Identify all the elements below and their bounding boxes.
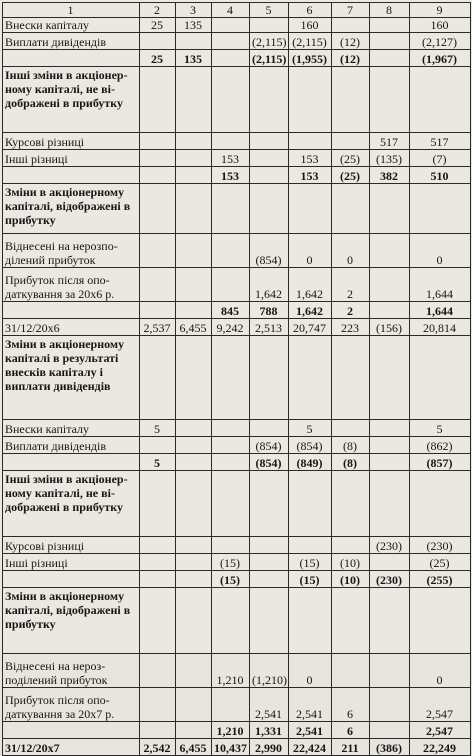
value-cell-col9: (1,967)	[410, 50, 471, 67]
value-cell-col6	[289, 133, 332, 150]
subtotal-row	[3, 739, 471, 756]
value-cell-col7: (8)	[332, 437, 370, 454]
table-row	[3, 33, 471, 50]
value-cell-col7: 223	[332, 319, 370, 336]
value-cell-col9: (255)	[410, 571, 471, 588]
value-cell-col3: 6,455	[176, 739, 212, 756]
value-cell-col4: 9,242	[212, 319, 250, 336]
value-cell-col4	[212, 336, 250, 420]
value-cell-col4: 153	[212, 167, 250, 184]
value-cell-col6	[289, 67, 332, 133]
table-row	[3, 18, 471, 33]
value-cell-col8: (230)	[370, 571, 410, 588]
value-cell-col6: 0	[289, 654, 332, 688]
value-cell-col7	[332, 420, 370, 437]
value-cell-col7: 2	[332, 302, 370, 319]
value-cell-col3	[176, 184, 212, 234]
value-cell-col2	[140, 302, 176, 319]
value-cell-col9: 0	[410, 234, 471, 268]
value-cell-col9	[410, 471, 471, 537]
value-cell-col2	[140, 437, 176, 454]
row-label: Внески капіталу	[3, 420, 140, 437]
value-cell-col8: 517	[370, 133, 410, 150]
row-label: Курсові різниці	[3, 537, 140, 554]
value-cell-col3: 6,455	[176, 319, 212, 336]
value-cell-col6	[289, 471, 332, 537]
value-cell-col9: 510	[410, 167, 471, 184]
value-cell-col4	[212, 18, 250, 33]
value-cell-col2	[140, 471, 176, 537]
value-cell-col8	[370, 67, 410, 133]
value-cell-col4	[212, 454, 250, 471]
value-cell-col8	[370, 268, 410, 302]
subtotal-row	[3, 50, 471, 67]
value-cell-col9: 20,814	[410, 319, 471, 336]
value-cell-col8: 382	[370, 167, 410, 184]
value-cell-col4	[212, 268, 250, 302]
value-cell-col6	[289, 184, 332, 234]
value-cell-col6: (854)	[289, 437, 332, 454]
value-cell-col3	[176, 437, 212, 454]
value-cell-col5: (2,115)	[250, 50, 289, 67]
value-cell-col3	[176, 420, 212, 437]
table-row	[3, 688, 471, 722]
value-cell-col7: (12)	[332, 50, 370, 67]
value-cell-col7	[332, 588, 370, 654]
value-cell-col2	[140, 554, 176, 571]
value-cell-col4: 153	[212, 150, 250, 167]
value-cell-col7: (25)	[332, 167, 370, 184]
value-cell-col9	[410, 184, 471, 234]
value-cell-col2	[140, 33, 176, 50]
value-cell-col5	[250, 554, 289, 571]
value-cell-col6: (15)	[289, 571, 332, 588]
value-cell-col2	[140, 336, 176, 420]
row-label: Зміни в акціонерному капіталі в результаті внесків капіталу і виплати дивідендів	[3, 336, 140, 420]
column-header-7: 7	[332, 3, 370, 18]
value-cell-col9	[410, 67, 471, 133]
value-cell-col4	[212, 537, 250, 554]
value-cell-col4: 1,210	[212, 722, 250, 739]
value-cell-col5: (2,115)	[250, 33, 289, 50]
value-cell-col9: (25)	[410, 554, 471, 571]
value-cell-col9: (230)	[410, 537, 471, 554]
row-label	[3, 454, 140, 471]
value-cell-col2	[140, 67, 176, 133]
value-cell-col2	[140, 184, 176, 234]
value-cell-col4	[212, 33, 250, 50]
column-header-5: 5	[250, 3, 289, 18]
value-cell-col9: 0	[410, 654, 471, 688]
value-cell-col8	[370, 18, 410, 33]
row-label: Інші зміни в акціонер-ному капіталі, не ві-дображені в прибутку	[3, 471, 140, 537]
value-cell-col6: 2,541	[289, 688, 332, 722]
value-cell-col4: 1,210	[212, 654, 250, 688]
value-cell-col5: (1,210)	[250, 654, 289, 688]
value-cell-col2: 2,537	[140, 319, 176, 336]
table-row	[3, 268, 471, 302]
table-row	[3, 133, 471, 150]
value-cell-col4	[212, 420, 250, 437]
value-cell-col9	[410, 336, 471, 420]
value-cell-col6	[289, 336, 332, 420]
value-cell-col5	[250, 167, 289, 184]
value-cell-col5: 2,513	[250, 319, 289, 336]
column-header-row	[3, 3, 471, 18]
value-cell-col6: 22,424	[289, 739, 332, 756]
value-cell-col8: (230)	[370, 537, 410, 554]
value-cell-col8	[370, 33, 410, 50]
value-cell-col3	[176, 471, 212, 537]
value-cell-col5	[250, 571, 289, 588]
value-cell-col4	[212, 67, 250, 133]
row-label: Курсові різниці	[3, 133, 140, 150]
value-cell-col6: 5	[289, 420, 332, 437]
value-cell-col6: (1,955)	[289, 50, 332, 67]
value-cell-col5	[250, 537, 289, 554]
table-row	[3, 319, 471, 336]
subtotal-row	[3, 167, 471, 184]
value-cell-col5	[250, 133, 289, 150]
value-cell-col3: 135	[176, 50, 212, 67]
value-cell-col2	[140, 268, 176, 302]
value-cell-col2	[140, 588, 176, 654]
row-label: Прибуток після опо-даткування за 20х7 р.	[3, 688, 140, 722]
table-row	[3, 437, 471, 454]
value-cell-col4	[212, 133, 250, 150]
value-cell-col4	[212, 50, 250, 67]
value-cell-col5	[250, 184, 289, 234]
row-label: Віднесені на нерозпо-ділений прибуток	[3, 234, 140, 268]
value-cell-col8	[370, 722, 410, 739]
value-cell-col7	[332, 184, 370, 234]
table-row	[3, 150, 471, 167]
value-cell-col8	[370, 554, 410, 571]
row-label: Зміни в акціонерному капіталі, відображені в прибутку	[3, 184, 140, 234]
value-cell-col2	[140, 722, 176, 739]
value-cell-col7: 2	[332, 268, 370, 302]
value-cell-col8: (386)	[370, 739, 410, 756]
value-cell-col8	[370, 50, 410, 67]
value-cell-col5	[250, 336, 289, 420]
value-cell-col3	[176, 33, 212, 50]
column-header-6: 6	[289, 3, 332, 18]
value-cell-col3	[176, 554, 212, 571]
value-cell-col9: (7)	[410, 150, 471, 167]
value-cell-col8: (156)	[370, 319, 410, 336]
column-header-4: 4	[212, 3, 250, 18]
value-cell-col5: 788	[250, 302, 289, 319]
value-cell-col9: 1,644	[410, 268, 471, 302]
table-row	[3, 420, 471, 437]
value-cell-col7	[332, 654, 370, 688]
value-cell-col8	[370, 302, 410, 319]
row-label: 31/12/20х7	[3, 739, 140, 756]
section-heading-row	[3, 336, 471, 420]
value-cell-col7: (12)	[332, 33, 370, 50]
row-label: Інші зміни в акціонер-ному капіталі, не ві-дображені в прибутку	[3, 67, 140, 133]
value-cell-col8	[370, 184, 410, 234]
value-cell-col9: 5	[410, 420, 471, 437]
value-cell-col9: (2,127)	[410, 33, 471, 50]
value-cell-col7	[332, 336, 370, 420]
value-cell-col8	[370, 420, 410, 437]
value-cell-col5	[250, 67, 289, 133]
value-cell-col5	[250, 420, 289, 437]
value-cell-col2	[140, 150, 176, 167]
value-cell-col7: (10)	[332, 554, 370, 571]
value-cell-col6: 160	[289, 18, 332, 33]
value-cell-col6: 153	[289, 167, 332, 184]
value-cell-col6: 1,642	[289, 302, 332, 319]
value-cell-col4	[212, 588, 250, 654]
value-cell-col4: (15)	[212, 554, 250, 571]
row-label	[3, 571, 140, 588]
value-cell-col3	[176, 454, 212, 471]
row-label: Інші різниці	[3, 150, 140, 167]
value-cell-col7: 6	[332, 688, 370, 722]
value-cell-col8	[370, 336, 410, 420]
column-header-9: 9	[410, 3, 471, 18]
value-cell-col2	[140, 133, 176, 150]
row-label: Виплати дивідендів	[3, 437, 140, 454]
value-cell-col2	[140, 167, 176, 184]
section-heading-row	[3, 471, 471, 537]
row-label	[3, 50, 140, 67]
value-cell-col3	[176, 722, 212, 739]
table-row	[3, 654, 471, 688]
value-cell-col5	[250, 588, 289, 654]
value-cell-col6: (849)	[289, 454, 332, 471]
value-cell-col5	[250, 471, 289, 537]
value-cell-col4: (15)	[212, 571, 250, 588]
value-cell-col5: 2,990	[250, 739, 289, 756]
value-cell-col3	[176, 302, 212, 319]
value-cell-col7: 211	[332, 739, 370, 756]
value-cell-col2	[140, 537, 176, 554]
value-cell-col9: 160	[410, 18, 471, 33]
value-cell-col7	[332, 18, 370, 33]
value-cell-col3	[176, 167, 212, 184]
value-cell-col2: 5	[140, 420, 176, 437]
column-header-1: 1	[3, 3, 140, 18]
value-cell-col2	[140, 571, 176, 588]
value-cell-col7: (8)	[332, 454, 370, 471]
value-cell-col7: (25)	[332, 150, 370, 167]
value-cell-col2	[140, 234, 176, 268]
value-cell-col6: 20,747	[289, 319, 332, 336]
row-label: Зміни в акціонерному капіталі, відображені в прибутку	[3, 588, 140, 654]
value-cell-col3: 135	[176, 18, 212, 33]
value-cell-col2: 2,542	[140, 739, 176, 756]
value-cell-col9: 2,547	[410, 722, 471, 739]
value-cell-col3	[176, 688, 212, 722]
section-heading-row	[3, 184, 471, 234]
value-cell-col2: 25	[140, 18, 176, 33]
row-label: 31/12/20х6	[3, 319, 140, 336]
value-cell-col9	[410, 588, 471, 654]
value-cell-col4	[212, 234, 250, 268]
row-label	[3, 167, 140, 184]
column-header-8: 8	[370, 3, 410, 18]
column-header-3: 3	[176, 3, 212, 18]
value-cell-col9: 1,644	[410, 302, 471, 319]
value-cell-col3	[176, 336, 212, 420]
value-cell-col4	[212, 184, 250, 234]
value-cell-col7: 6	[332, 722, 370, 739]
subtotal-row	[3, 722, 471, 739]
value-cell-col5: 1,331	[250, 722, 289, 739]
value-cell-col8: (135)	[370, 150, 410, 167]
value-cell-col4	[212, 437, 250, 454]
value-cell-col7	[332, 133, 370, 150]
value-cell-col7	[332, 67, 370, 133]
value-cell-col8	[370, 471, 410, 537]
value-cell-col7: 0	[332, 234, 370, 268]
value-cell-col6: 1,642	[289, 268, 332, 302]
value-cell-col9: (862)	[410, 437, 471, 454]
row-label: Прибуток після опо-даткування за 20х6 р.	[3, 268, 140, 302]
value-cell-col3	[176, 571, 212, 588]
value-cell-col5: 2,541	[250, 688, 289, 722]
value-cell-col6: 153	[289, 150, 332, 167]
value-cell-col3	[176, 133, 212, 150]
value-cell-col6: 0	[289, 234, 332, 268]
value-cell-col6: 2,541	[289, 722, 332, 739]
value-cell-col5: (854)	[250, 234, 289, 268]
value-cell-col5: (854)	[250, 454, 289, 471]
value-cell-col8	[370, 437, 410, 454]
value-cell-col7	[332, 471, 370, 537]
value-cell-col6: (2,115)	[289, 33, 332, 50]
section-heading-row	[3, 67, 471, 133]
value-cell-col4: 845	[212, 302, 250, 319]
value-cell-col3	[176, 654, 212, 688]
value-cell-col6	[289, 537, 332, 554]
value-cell-col8	[370, 454, 410, 471]
row-label: Внески капіталу	[3, 18, 140, 33]
row-label: Інші різниці	[3, 554, 140, 571]
value-cell-col8	[370, 234, 410, 268]
row-label: Віднесені на нероз-поділений прибуток	[3, 654, 140, 688]
value-cell-col3	[176, 588, 212, 654]
subtotal-row	[3, 571, 471, 588]
value-cell-col2: 5	[140, 454, 176, 471]
value-cell-col2	[140, 654, 176, 688]
value-cell-col3	[176, 150, 212, 167]
value-cell-col4	[212, 688, 250, 722]
value-cell-col5: 1,642	[250, 268, 289, 302]
column-header-2: 2	[140, 3, 176, 18]
value-cell-col3	[176, 67, 212, 133]
value-cell-col2	[140, 688, 176, 722]
value-cell-col4: 10,437	[212, 739, 250, 756]
value-cell-col6: (15)	[289, 554, 332, 571]
value-cell-col8	[370, 588, 410, 654]
table-row	[3, 554, 471, 571]
table-body	[3, 3, 471, 756]
row-label	[3, 302, 140, 319]
table-row	[3, 537, 471, 554]
table-row	[3, 234, 471, 268]
value-cell-col9: 517	[410, 133, 471, 150]
value-cell-col6	[289, 588, 332, 654]
subtotal-row	[3, 302, 471, 319]
value-cell-col7: (10)	[332, 571, 370, 588]
value-cell-col9: 22,249	[410, 739, 471, 756]
value-cell-col8	[370, 688, 410, 722]
value-cell-col5: (854)	[250, 437, 289, 454]
value-cell-col4	[212, 471, 250, 537]
value-cell-col8	[370, 654, 410, 688]
value-cell-col9: 2,547	[410, 688, 471, 722]
value-cell-col5	[250, 18, 289, 33]
equity-changes-table	[2, 2, 471, 756]
value-cell-col3	[176, 537, 212, 554]
value-cell-col5	[250, 150, 289, 167]
value-cell-col7	[332, 537, 370, 554]
value-cell-col3	[176, 268, 212, 302]
value-cell-col9: (857)	[410, 454, 471, 471]
value-cell-col3	[176, 234, 212, 268]
row-label: Виплати дивідендів	[3, 33, 140, 50]
row-label	[3, 722, 140, 739]
value-cell-col2: 25	[140, 50, 176, 67]
subtotal-row	[3, 454, 471, 471]
section-heading-row	[3, 588, 471, 654]
